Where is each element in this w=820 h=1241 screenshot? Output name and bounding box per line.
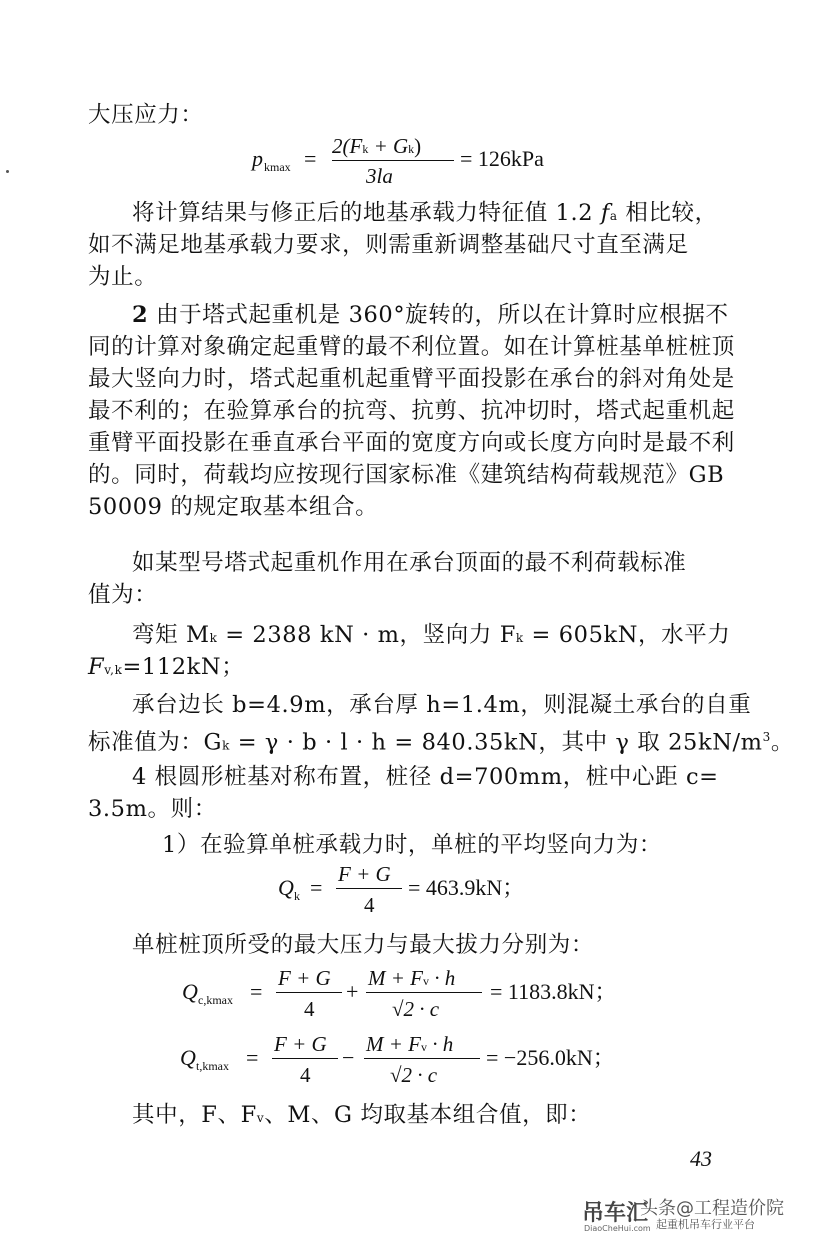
- text-line: 大压应力：: [88, 102, 204, 128]
- eq-numerator: F + G: [338, 862, 391, 886]
- eq-lhs: Q: [180, 1045, 196, 1070]
- fraction-bar: [336, 888, 402, 889]
- eq-numerator: M + Fv · h: [368, 966, 456, 990]
- text-line: 将计算结果与修正后的地基承载力特征值 1.2 fa 相比较，: [132, 200, 718, 226]
- text-line: 如某型号塔式起重机作用在承台顶面的最不利荷载标准: [132, 550, 687, 576]
- text-line: 重臂平面投影在垂直承台平面的宽度方向或长度方向时是最不利: [88, 430, 735, 456]
- text-line: 值为：: [88, 582, 158, 608]
- eq-denominator: √2 · c: [392, 997, 440, 1021]
- eq-numerator: M + Fv · h: [366, 1032, 454, 1056]
- fraction-bar: [364, 1058, 480, 1059]
- eq-plus: +: [346, 979, 359, 1004]
- eq-denominator: 4: [300, 1063, 311, 1087]
- text-line: 为止。: [88, 264, 158, 290]
- text-line: 的。同时，荷载均应按现行国家标准《建筑结构荷载规范》GB: [88, 462, 725, 488]
- fraction-bar: [272, 1058, 338, 1059]
- text-line: 最不利的；在验算承台的抗弯、抗剪、抗冲切时，塔式起重机起: [88, 398, 735, 424]
- text-line: 3.5m。则：: [88, 796, 217, 822]
- eq-denominator: 3la: [366, 164, 393, 188]
- eq-sub: k: [294, 889, 300, 903]
- text-line: 最大竖向力时，塔式起重机起重臂平面投影在承台的斜对角处是: [88, 366, 735, 392]
- fraction-bar: [366, 992, 482, 993]
- text-line: 单桩桩顶所受的最大压力与最大拔力分别为：: [132, 932, 595, 958]
- text-line: 50009 的规定取基本组合。: [88, 494, 379, 520]
- text-line: 承台边长 b=4.9m，承台厚 h=1.4m，则混凝土承台的自重: [132, 692, 752, 718]
- eq-sub: kmax: [264, 160, 291, 174]
- eq-denominator: 4: [304, 997, 315, 1021]
- text-line: 2 由于塔式起重机是 360°旋转的，所以在计算时应根据不: [132, 302, 729, 328]
- eq-equals: =: [310, 875, 323, 900]
- scan-speck: [6, 170, 9, 173]
- eq-lhs: Q: [182, 979, 198, 1004]
- page-number: 43: [690, 1146, 712, 1171]
- eq-equals: =: [246, 1045, 259, 1070]
- eq-result: = 1183.8kN；: [490, 979, 617, 1004]
- text-line: 4 根圆形桩基对称布置，桩径 d=700mm，桩中心距 c=: [132, 764, 719, 790]
- fraction-bar: [276, 992, 342, 993]
- text-line: 其中，F、Fv、M、G 均取基本组合值，即：: [132, 1102, 592, 1128]
- eq-sub: c,kmax: [198, 993, 233, 1007]
- eq-numerator: F + G: [278, 966, 331, 990]
- watermark-handle: 头条@工程造价院: [640, 1198, 784, 1219]
- eq-result: = 463.9kN；: [408, 875, 525, 900]
- text-line: Fv,k=112kN；: [88, 654, 245, 680]
- eq-lhs: Q: [278, 875, 294, 900]
- eq-denominator: 4: [364, 893, 375, 917]
- fraction-bar: [332, 160, 454, 161]
- text-line: 如不满足地基承载力要求，则需重新调整基础尺寸直至满足: [88, 232, 689, 258]
- text-line: 标准值为：Gk = γ · b · l · h = 840.35kN，其中 γ 取 $25kN/m^3$。: [88, 729, 794, 756]
- watermark-site: DiaoCheHui.com: [584, 1224, 651, 1233]
- eq-result: = 126kPa: [460, 146, 544, 171]
- eq-sub: t,kmax: [196, 1059, 229, 1073]
- watermark-logo: 吊车汇: [582, 1201, 649, 1226]
- text-line: 同的计算对象确定起重臂的最不利位置。如在计算桩基单桩桩顶: [88, 334, 735, 360]
- watermark-tagline: 起重机吊车行业平台: [656, 1218, 755, 1231]
- eq-numerator: 2(Fk + Gk): [332, 134, 422, 158]
- eq-minus: −: [342, 1045, 355, 1070]
- eq-denominator: √2 · c: [390, 1063, 438, 1087]
- eq-equals: =: [250, 979, 263, 1004]
- eq-result: = −256.0kN；: [486, 1045, 615, 1070]
- eq-equals: =: [304, 146, 317, 171]
- text-line: 弯矩 Mk = 2388 kN · m，竖向力 Fk = 605kN，水平力: [132, 622, 731, 648]
- eq-lhs: p: [252, 146, 263, 171]
- eq-numerator: F + G: [274, 1032, 327, 1056]
- text-line: 1）在验算单桩承载力时，单桩的平均竖向力为：: [162, 832, 663, 858]
